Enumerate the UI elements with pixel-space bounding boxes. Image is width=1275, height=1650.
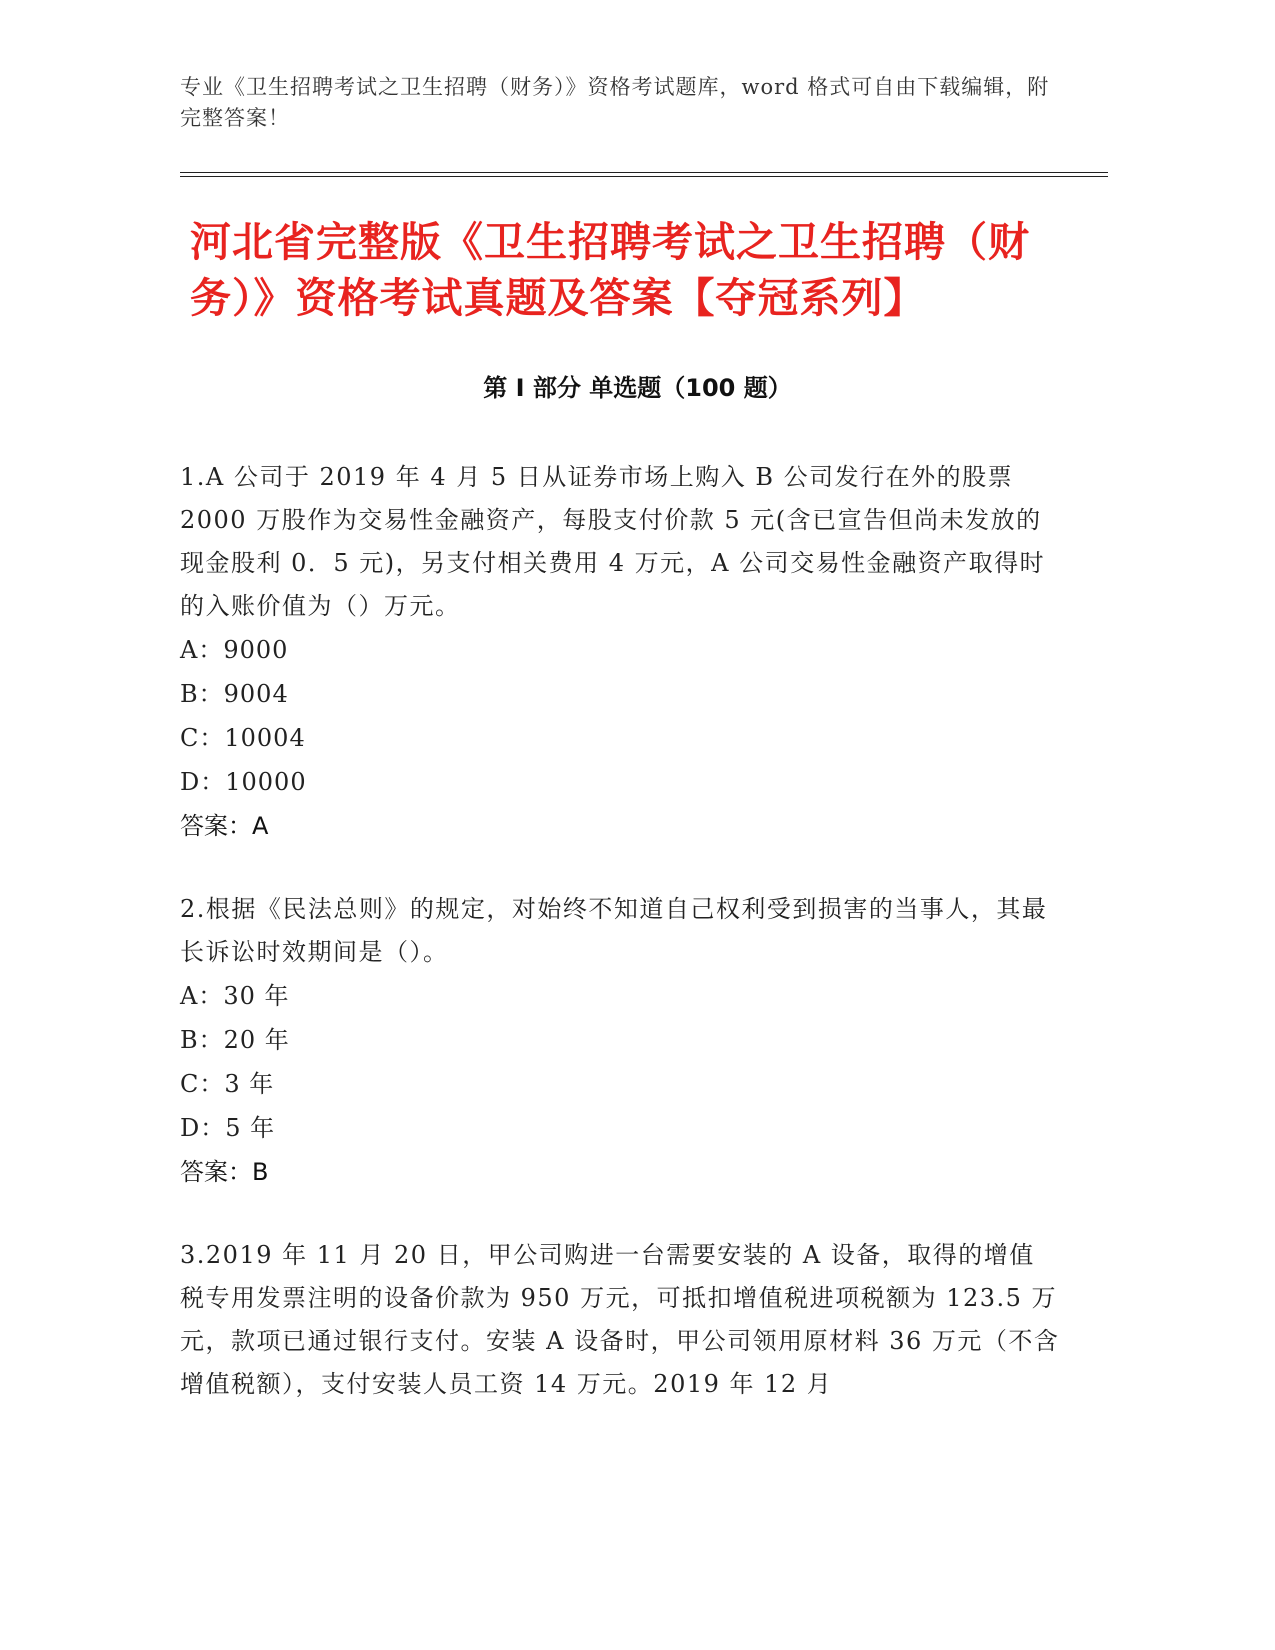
section-heading: 第 I 部分 单选题（100 题）: [483, 374, 792, 402]
question-stem: 1.A 公司于 2019 年 4 月 5 日从证券市场上购入 B 公司发行在外的股票 2000 万股作为交易性金融资产，每股支付价款 5 元(含已宣告但尚未发放的现金股利 0．5 元)，另支付相关费用 4 万元，A 公司交易性金融资产取得时的入账价值为（）万元。: [180, 463, 1046, 620]
question-3: [180, 1234, 1060, 1406]
header-note: 专业《卫生招聘考试之卫生招聘（财务）》资格考试题库，word 格式可自由下载编辑，附完整答案！: [180, 75, 1050, 130]
option-d: D：5 年: [180, 1114, 276, 1142]
answer: 答案：B: [180, 1158, 269, 1186]
option-c: C：3 年: [180, 1070, 275, 1098]
question-1: [180, 456, 1060, 848]
question-list: [180, 456, 1060, 1446]
option-b: B：20 年: [180, 1026, 290, 1054]
header-divider: [180, 172, 1108, 177]
option-a: A：9000: [180, 636, 289, 664]
option-d: D：10000: [180, 768, 307, 796]
question-stem: 3.2019 年 11 月 20 日，甲公司购进一台需要安装的 A 设备，取得的增值税专用发票注明的设备价款为 950 万元，可抵扣增值税进项税额为 123.5 万元，款项已通过银行支付。安装 A 设备时，甲公司领用原材料 36 万元（不含增值税额），支付安装人员工资 14 万元。2019 年 12 月: [180, 1241, 1060, 1398]
option-c: C：10004: [180, 724, 306, 752]
question-2: [180, 888, 1060, 1194]
option-b: B：9004: [180, 680, 289, 708]
answer: 答案：A: [180, 812, 269, 840]
document-title: 河北省完整版《卫生招聘考试之卫生招聘（财务）》资格考试真题及答案【夺冠系列】: [190, 218, 1030, 322]
question-stem: 2.根据《民法总则》的规定，对始终不知道自己权利受到损害的当事人，其最长诉讼时效期间是（）。: [180, 895, 1048, 966]
option-a: A：30 年: [180, 982, 290, 1010]
